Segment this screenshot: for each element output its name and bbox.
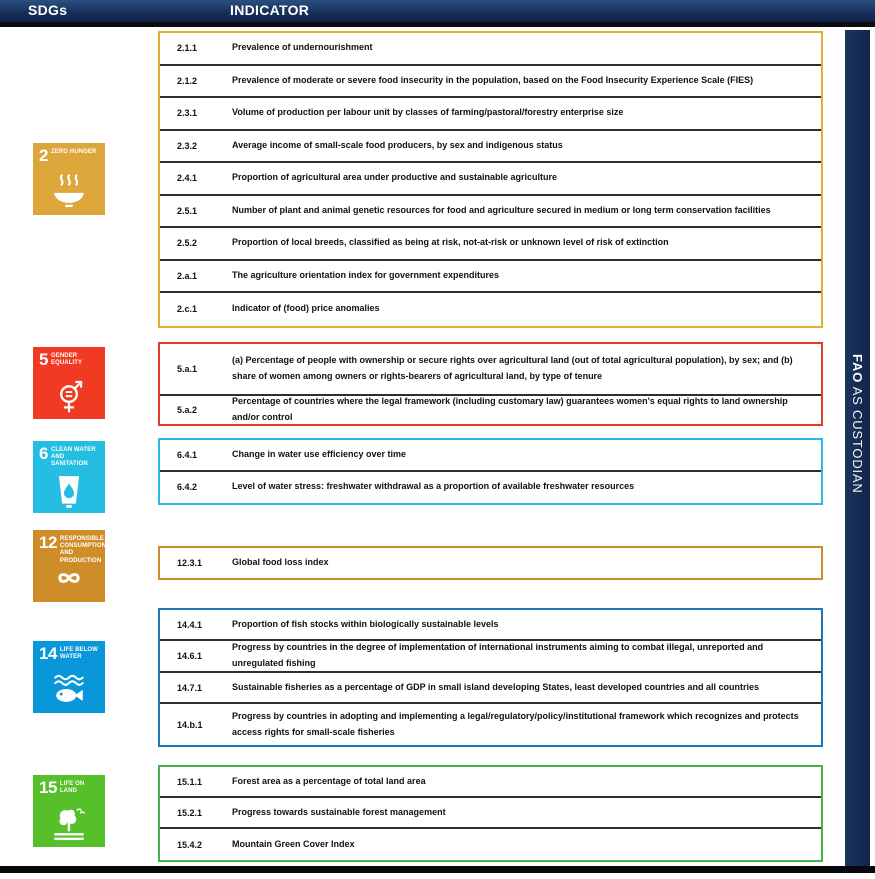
sdg12-indicator-group bbox=[158, 546, 823, 580]
table-row bbox=[160, 767, 821, 798]
goal-label: ZERO HUNGER bbox=[50, 149, 97, 155]
fish-below-waves-icon bbox=[46, 667, 92, 711]
indicator-code: 6.4.2 bbox=[177, 482, 198, 493]
indicator-code: 2.5.1 bbox=[177, 205, 198, 216]
goal-tile-header bbox=[39, 646, 101, 662]
sdg5-goal-tile bbox=[33, 347, 105, 419]
table-row bbox=[160, 66, 821, 99]
indicator-code: 6.4.1 bbox=[177, 449, 198, 460]
goal-number: 6 bbox=[39, 444, 48, 463]
indicator-code: 2.a.1 bbox=[177, 270, 198, 281]
goal-number: 15 bbox=[39, 778, 57, 797]
table-row bbox=[160, 293, 821, 326]
sdg12-goal-tile bbox=[33, 530, 105, 602]
goal-tile-header bbox=[39, 780, 101, 796]
table-row bbox=[160, 228, 821, 261]
table-row bbox=[160, 98, 821, 131]
sdg14-indicator-group bbox=[158, 608, 823, 747]
indicator-description: Proportion of agricultural area under productive and sustainable agriculture bbox=[232, 172, 558, 183]
goal-label: LIFE ON LAND bbox=[59, 781, 85, 795]
indicator-code: 12.3.1 bbox=[177, 558, 203, 568]
goal-number: 14 bbox=[39, 644, 57, 663]
steaming-bowl-icon bbox=[46, 169, 92, 213]
table-row bbox=[160, 472, 821, 504]
goal-label: GENDER EQUALITY bbox=[50, 353, 83, 367]
goal-label: CLEAN WATER AND SANITATION bbox=[50, 447, 96, 468]
header-divider bbox=[0, 22, 875, 27]
table-row bbox=[160, 610, 821, 641]
indicator-description: Indicator of (food) price anomalies bbox=[232, 303, 380, 314]
tree-on-land-icon bbox=[46, 801, 92, 845]
indicator-description: Forest area as a percentage of total land area bbox=[232, 775, 426, 786]
table-row bbox=[160, 673, 821, 704]
sdg2-goal-tile bbox=[33, 143, 105, 215]
indicator-description: The agriculture orientation index for government expenditures bbox=[232, 269, 500, 280]
indicator-code: 2.3.2 bbox=[177, 140, 198, 151]
table-row bbox=[160, 33, 821, 66]
sdg2-indicator-group bbox=[158, 31, 823, 328]
fao-label-rest: AS CUSTODIAN bbox=[850, 383, 865, 494]
sdg6-indicator-group bbox=[158, 438, 823, 505]
sdg14-goal-tile bbox=[33, 641, 105, 713]
indicator-code: 15.4.2 bbox=[177, 839, 203, 850]
goal-number: 5 bbox=[39, 350, 48, 369]
indicator-description: Level of water stress: freshwater withdrawal as a proportion of available freshwater resources bbox=[232, 481, 635, 492]
table-row bbox=[160, 261, 821, 294]
indicator-code: 2.5.2 bbox=[177, 238, 198, 249]
sdg5-indicator-group bbox=[158, 342, 823, 426]
indicator-description: Progress by countries in the degree of implementation of international instruments aiming to combat illegal, unreported and unregulated fishing bbox=[232, 642, 764, 668]
indicator-description: Prevalence of moderate or severe food insecurity in the population, based on the Food Insecurity Experience Scale (FIES) bbox=[232, 74, 754, 85]
indicator-code: 14.b.1 bbox=[177, 719, 203, 730]
table-row bbox=[160, 829, 821, 860]
indicator-code: 15.1.1 bbox=[177, 776, 203, 787]
goal-tile-header bbox=[39, 446, 101, 469]
indicator-description: Prevalence of undernourishment bbox=[232, 42, 373, 53]
table-row bbox=[160, 548, 821, 578]
indicator-description: (a) Percentage of people with ownership or secure rights over agricultural land (out of total agricultural population), by sex; and (b) share of women among owners or rights-bearers of agricultural land, by type of tenure bbox=[232, 355, 793, 381]
gender-equality-icon bbox=[46, 373, 92, 417]
indicator-code: 5.a.2 bbox=[177, 405, 198, 415]
table-row bbox=[160, 196, 821, 229]
fao-custodian-label bbox=[850, 30, 865, 494]
goal-label: LIFE BELOW WATER bbox=[59, 647, 98, 661]
indicator-code: 14.6.1 bbox=[177, 651, 203, 661]
water-glass-drop-icon bbox=[46, 467, 92, 511]
indicator-code: 15.2.1 bbox=[177, 807, 203, 818]
indicator-description: Average income of small-scale food producers, by sex and indigenous status bbox=[232, 139, 563, 150]
column-header-sdgs: SDGs bbox=[28, 2, 68, 18]
goal-tile-header bbox=[39, 352, 101, 368]
indicator-description: Global food loss index bbox=[232, 557, 329, 568]
indicator-description: Progress towards sustainable forest management bbox=[232, 806, 446, 817]
indicator-description: Number of plant and animal genetic resources for food and agriculture secured in medium or long term conservation facilities bbox=[232, 204, 771, 215]
indicator-code: 14.4.1 bbox=[177, 619, 203, 630]
table-row bbox=[160, 131, 821, 164]
table-row bbox=[160, 163, 821, 196]
indicator-code: 14.7.1 bbox=[177, 682, 203, 693]
column-header-indicator: INDICATOR bbox=[230, 2, 310, 18]
indicator-code: 2.1.1 bbox=[177, 43, 198, 54]
indicator-code: 2.1.2 bbox=[177, 75, 198, 86]
sdg6-goal-tile bbox=[33, 441, 105, 513]
indicator-code: 2.c.1 bbox=[177, 304, 198, 315]
table-row bbox=[160, 704, 821, 745]
table-row bbox=[160, 344, 821, 396]
indicator-code: 5.a.1 bbox=[177, 364, 198, 374]
infinity-loop-icon bbox=[46, 556, 92, 600]
table-row bbox=[160, 798, 821, 829]
indicator-description: Sustainable fisheries as a percentage of GDP in small island developing States, least developed countries and all countries bbox=[232, 681, 760, 692]
goal-label: RESPONSIBLE CONSUMPTION AND PRODUCTION bbox=[59, 536, 107, 564]
fao-label-bold: FAO bbox=[850, 354, 865, 384]
indicator-code: 2.4.1 bbox=[177, 173, 198, 184]
sdg15-goal-tile bbox=[33, 775, 105, 847]
footer-divider bbox=[0, 866, 875, 873]
indicator-description: Proportion of fish stocks within biologically sustainable levels bbox=[232, 618, 499, 629]
indicator-description: Proportion of local breeds, classified as being at risk, not-at-risk or unknown level of risk of extinction bbox=[232, 237, 669, 248]
goal-number: 12 bbox=[39, 533, 57, 552]
goal-number: 2 bbox=[39, 146, 48, 165]
fao-custodian-sidebar bbox=[845, 30, 870, 866]
goal-tile-header bbox=[39, 148, 101, 164]
sdg15-indicator-group bbox=[158, 765, 823, 862]
table-row bbox=[160, 440, 821, 472]
table-row bbox=[160, 641, 821, 673]
table-header-bar bbox=[0, 0, 875, 22]
indicator-description: Change in water use efficiency over time bbox=[232, 448, 407, 459]
indicator-description: Percentage of countries where the legal framework (including customary law) guarantees women's equal rights to land ownership and/or control bbox=[232, 396, 788, 422]
table-row bbox=[160, 396, 821, 424]
indicator-code: 2.3.1 bbox=[177, 108, 198, 119]
indicator-description: Mountain Green Cover Index bbox=[232, 838, 355, 849]
indicator-description: Volume of production per labour unit by classes of farming/pastoral/forestry enterprise size bbox=[232, 107, 624, 118]
indicator-description: Progress by countries in adopting and implementing a legal/regulatory/policy/institutional framework which recognizes and protects access rights for small-scale fisheries bbox=[232, 710, 799, 737]
